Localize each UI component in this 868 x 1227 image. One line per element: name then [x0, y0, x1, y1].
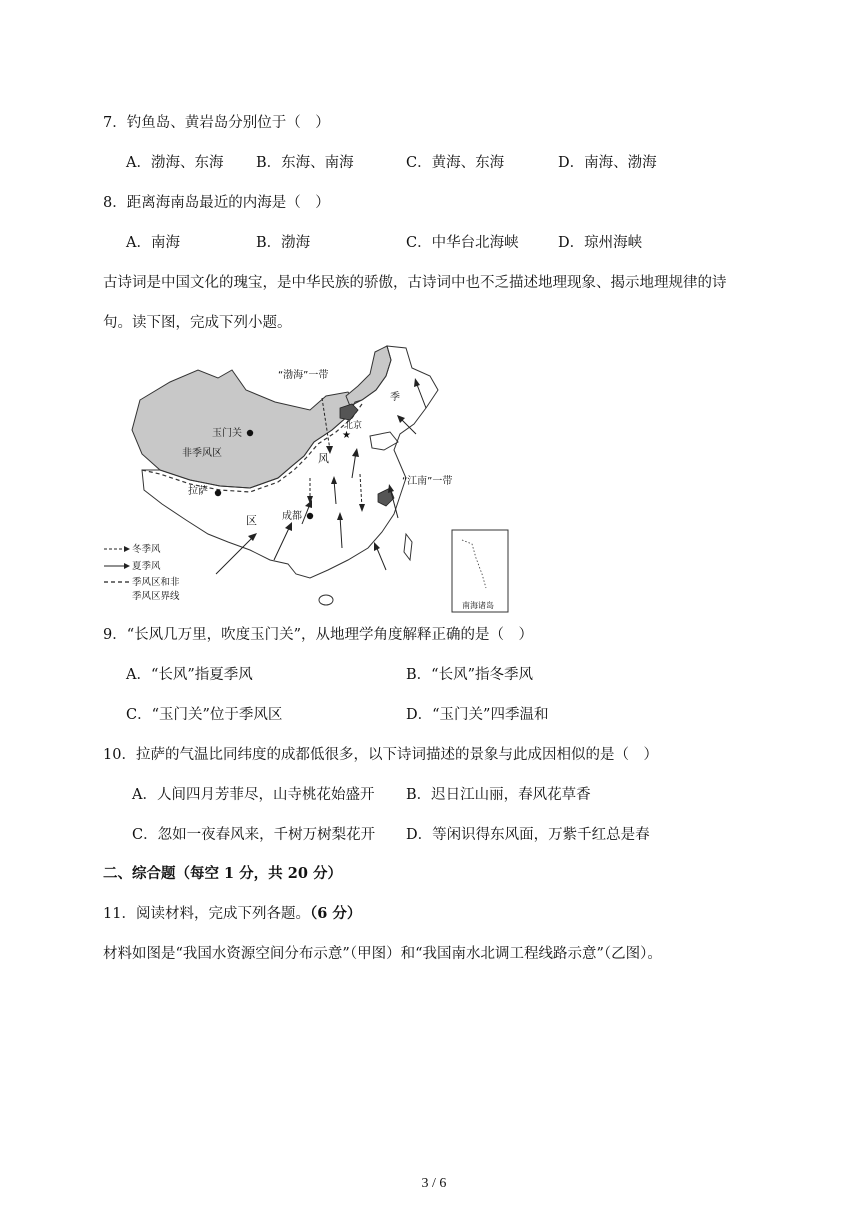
- q8-stem: 8．距离海南岛最近的内海是（ ）: [103, 195, 330, 211]
- northeast-shaded-strip: [346, 346, 391, 406]
- passage-line-1: 古诗词是中国文化的瑰宝，是中华民族的骄傲，古诗词中也不乏描述地理现象、揭示地理规律的诗: [103, 275, 727, 291]
- shandong-peninsula: [370, 432, 398, 450]
- q10-option-c: C．忽如一夜春风来，千树万树梨花开: [132, 827, 376, 843]
- label-non-monsoon: 非季风区: [182, 448, 222, 459]
- beijing-star: ★: [342, 430, 351, 441]
- q7-option-c: C．黄海、东海: [406, 155, 505, 171]
- non-monsoon-region: [132, 370, 355, 488]
- q8-option-a: A．南海: [126, 235, 180, 251]
- q7-option-d: D．南海、渤海: [558, 155, 657, 171]
- q10-option-d: D．等闲识得东风面，万紫千红总是春: [406, 827, 650, 843]
- label-chengdu: 成都: [282, 511, 302, 522]
- south-sea-inset: [452, 530, 508, 612]
- q11-points: （6 分）: [309, 905, 362, 922]
- legend-summer-label: 夏季风: [132, 561, 161, 572]
- q10-stem: 10．拉萨的气温比同纬度的成都低很多，以下诗词描述的景象与此成因相似的是（ ）: [103, 747, 658, 763]
- q8-option-d: D．琼州海峡: [558, 235, 643, 251]
- page-number: 3 / 6: [421, 1176, 447, 1191]
- q7-option-b: B．东海、南海: [256, 155, 354, 171]
- hainan-island: [319, 595, 333, 605]
- q9-option-a: A．“长风”指夏季风: [126, 667, 253, 683]
- label-yumenguan: 玉门关: [212, 428, 242, 439]
- label-qu: 区: [246, 514, 257, 527]
- map-legend: [104, 543, 180, 602]
- label-inset: 南海诸岛: [462, 601, 494, 610]
- legend-boundary-label-1: 季风区和非: [132, 577, 180, 588]
- taiwan-island: [404, 534, 412, 560]
- q9-stem: 9．“长风几万里，吹度玉门关”，从地理学角度解释正确的是（ ）: [103, 627, 534, 643]
- label-ji: 季: [390, 392, 400, 403]
- passage-line-2: 句。读下图，完成下列小题。: [103, 315, 292, 331]
- q8-option-b: B．渤海: [256, 235, 311, 251]
- legend-winter-label: 冬季风: [132, 544, 161, 555]
- yumenguan-dot: [247, 430, 253, 436]
- q9-option-c: C．“玉门关”位于季风区: [126, 707, 283, 723]
- section-2-title: 二、综合题（每空 1 分，共 20 分）: [103, 865, 342, 882]
- label-beijing: 北京: [344, 421, 363, 431]
- q8-option-c: C．中华台北海峡: [406, 235, 519, 251]
- label-feng: 风: [318, 452, 329, 465]
- q11-stem: [103, 904, 361, 924]
- q7-option-a: A．渤海、东海: [126, 155, 224, 171]
- q11-stem-text: 11．阅读材料，完成下列各题。: [103, 906, 310, 922]
- q9-option-d: D．“玉门关”四季温和: [406, 707, 549, 723]
- q10-option-a: A．人间四月芳菲尽，山寺桃花始盛开: [132, 787, 375, 803]
- label-lasa: 拉萨: [188, 486, 208, 497]
- q10-option-b: B．迟日江山丽，春风花草香: [406, 787, 591, 803]
- label-jiangnan: “江南”一带: [402, 476, 453, 487]
- q7-stem: 7．钓鱼岛、黄岩岛分别位于（ ）: [103, 115, 330, 131]
- lasa-dot: [215, 490, 221, 496]
- label-bohai-belt: “渤海”一带: [278, 370, 329, 381]
- q9-option-b: B．“长风”指冬季风: [406, 667, 533, 683]
- chengdu-dot: [307, 513, 313, 519]
- q11-material: 材料如图是“我国水资源空间分布示意”（甲图）和“我国南水北调工程线路示意”（乙图）。: [103, 946, 662, 962]
- china-monsoon-map: [100, 338, 520, 620]
- legend-boundary-label-2: 季风区界线: [132, 591, 180, 602]
